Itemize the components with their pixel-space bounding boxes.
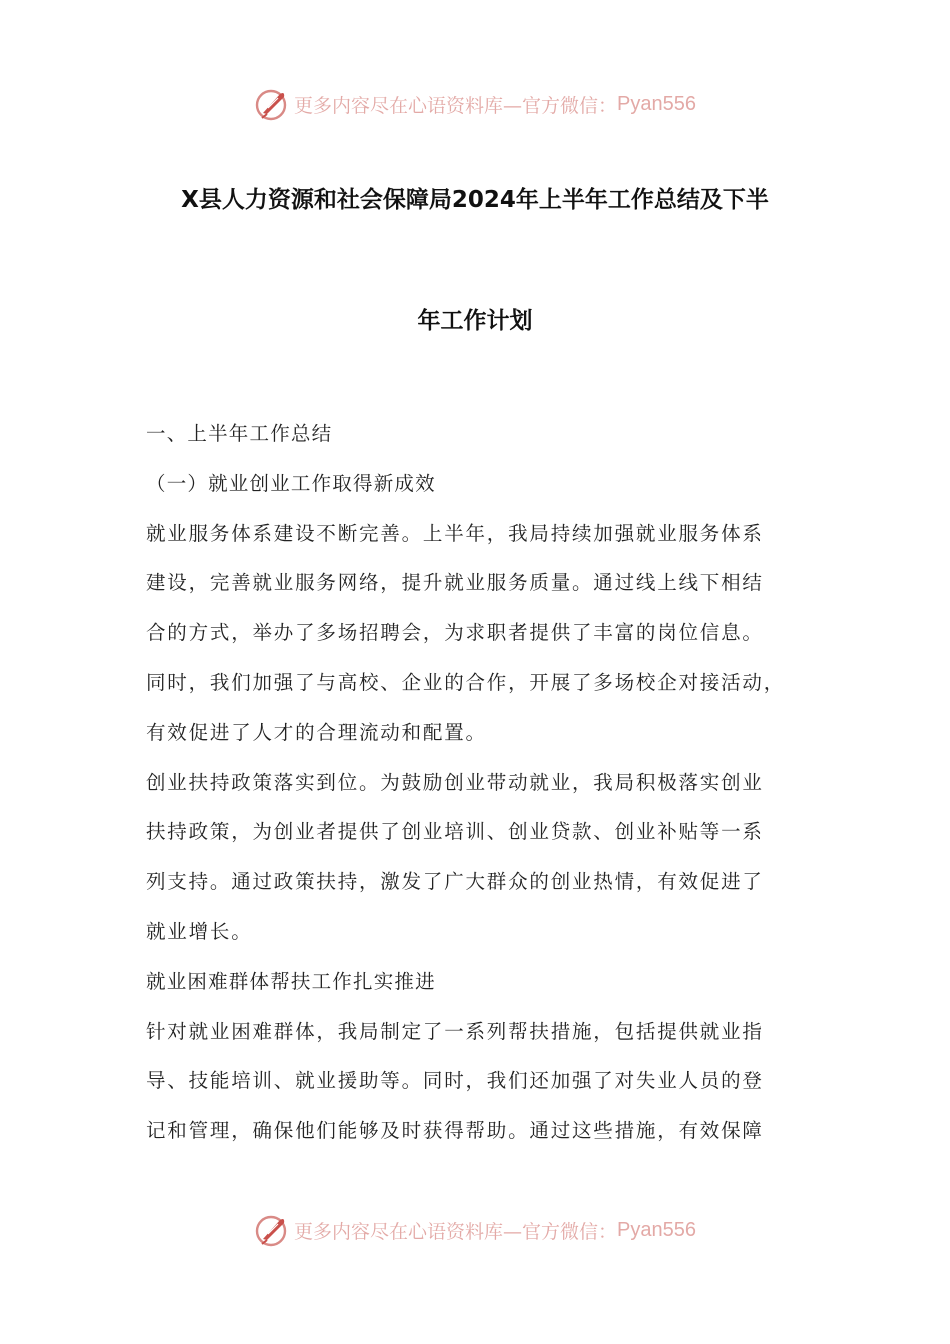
document-title-line-1: X县人力资源和社会保障局2024年上半年工作总结及下半 [181, 187, 769, 213]
watermark-wechat-id: Pyan556 [617, 92, 696, 115]
paragraph-line: 有效促进了人才的合理流动和配置。 [146, 720, 487, 744]
paragraph-heading: 就业困难群体帮扶工作扎实推进 [146, 969, 436, 993]
paragraph-line: 记和管理，确保他们能够及时获得帮助。通过这些措施，有效保障 [146, 1119, 764, 1143]
paragraph-line: 同时，我们加强了与高校、企业的合作，开展了多场校企对接活动， [146, 670, 786, 694]
footer-watermark [0, 1210, 950, 1250]
paragraph-line: 导、技能培训、就业援助等。同时，我们还加强了对失业人员的登 [146, 1069, 764, 1093]
paragraph-line: 扶持政策，为创业者提供了创业培训、创业贷款、创业补贴等一系 [146, 820, 764, 844]
paragraph-line: 列支持。通过政策扶持，激发了广大群众的创业热情，有效促进了 [146, 870, 764, 894]
paragraph-line: 建设，完善就业服务网络，提升就业服务质量。通过线上线下相结 [146, 571, 764, 595]
paragraph-line: 创业扶持政策落实到位。为鼓励创业带动就业，我局积极落实创业 [146, 770, 764, 794]
quill-logo-icon [254, 1212, 290, 1248]
header-watermark [0, 84, 950, 124]
document-body [146, 409, 818, 1156]
section-heading: 一、上半年工作总结 [146, 422, 333, 445]
watermark-wechat-id: Pyan556 [617, 1218, 696, 1241]
watermark-text: 更多内容尽在心语资料库—官方微信： [294, 1220, 618, 1243]
subsection-heading: （一）就业创业工作取得新成效 [146, 471, 436, 495]
paragraph-line: 针对就业困难群体，我局制定了一系列帮扶措施，包括提供就业指 [146, 1019, 764, 1043]
watermark-text: 更多内容尽在心语资料库—官方微信： [294, 94, 618, 117]
quill-logo-icon [254, 86, 290, 122]
paragraph-line: 就业增长。 [146, 919, 253, 943]
document-title-line-2: 年工作计划 [417, 308, 533, 334]
paragraph-line: 就业服务体系建设不断完善。上半年，我局持续加强就业服务体系 [146, 521, 764, 545]
paragraph-line: 合的方式，举办了多场招聘会，为求职者提供了丰富的岗位信息。 [146, 621, 764, 645]
